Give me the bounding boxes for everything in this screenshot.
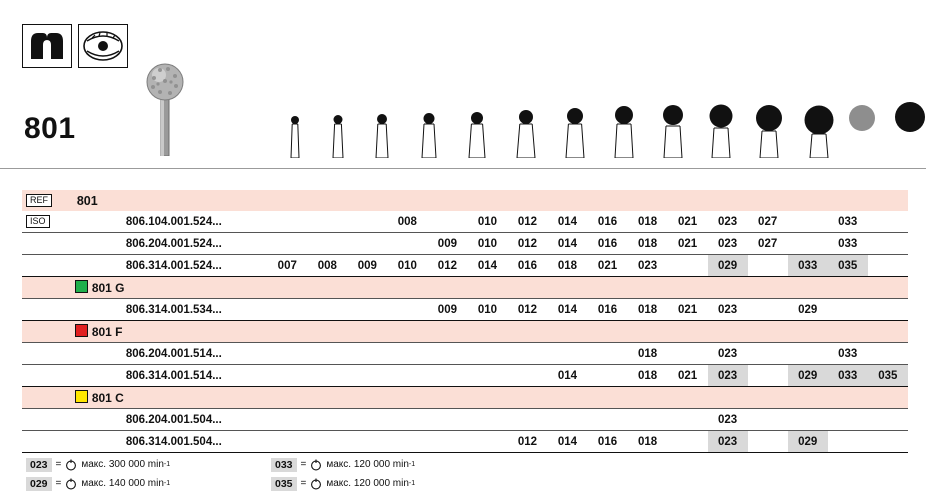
footnote-size: 035 xyxy=(271,477,297,491)
reference-table xyxy=(22,190,908,453)
size-cell: 029 xyxy=(788,431,828,453)
color-swatch-red xyxy=(75,324,88,337)
size-cell: 023 xyxy=(708,365,748,387)
size-cell xyxy=(387,233,427,255)
header-divider xyxy=(0,168,926,169)
table-row xyxy=(22,299,908,321)
footnote-equals: = xyxy=(300,459,307,470)
bur-outline-5 xyxy=(457,84,497,158)
size-cell xyxy=(307,409,347,431)
size-cell: 009 xyxy=(347,255,387,277)
size-cell xyxy=(668,343,708,365)
size-cell: 014 xyxy=(547,365,587,387)
size-cell xyxy=(868,211,908,233)
size-cell: 023 xyxy=(708,233,748,255)
footnote-text: макс. 120 000 min xyxy=(326,459,409,470)
size-cell: 033 xyxy=(828,343,868,365)
size-cell xyxy=(788,343,828,365)
size-cell xyxy=(507,409,547,431)
tooth-shape-icon xyxy=(22,24,72,68)
size-cell xyxy=(828,299,868,321)
size-cell xyxy=(868,431,908,453)
size-cell: 033 xyxy=(828,211,868,233)
size-cell xyxy=(467,409,507,431)
group-label: 801 G xyxy=(91,281,125,295)
size-cell xyxy=(307,431,347,453)
footnote-size: 033 xyxy=(271,458,297,472)
size-cell: 023 xyxy=(708,431,748,453)
group-label: 801 C xyxy=(91,391,124,405)
size-cell: 016 xyxy=(588,233,628,255)
footnote-023 xyxy=(26,458,241,472)
bur-outline-6 xyxy=(505,84,547,158)
size-cell xyxy=(467,343,507,365)
size-cell: 027 xyxy=(748,211,788,233)
bur-outline-2 xyxy=(321,84,355,158)
table-row xyxy=(22,365,908,387)
size-cell: 018 xyxy=(628,365,668,387)
size-cell xyxy=(427,431,467,453)
size-cell: 029 xyxy=(708,255,748,277)
size-cell: 018 xyxy=(547,255,587,277)
page-header xyxy=(0,0,926,170)
size-cell xyxy=(748,299,788,321)
ref-code: 801 xyxy=(69,190,267,211)
table-row xyxy=(22,211,908,233)
size-cell: 012 xyxy=(507,233,547,255)
iso-code: 806.314.001.534... xyxy=(122,299,267,321)
footnote-equals: = xyxy=(300,478,307,489)
size-cell: 016 xyxy=(588,299,628,321)
iso-code: 806.314.001.504... xyxy=(122,431,267,453)
size-cell: 035 xyxy=(868,365,908,387)
size-cell: 021 xyxy=(588,255,628,277)
size-cell: 023 xyxy=(708,343,748,365)
size-cell xyxy=(307,299,347,321)
footnote-sup: -1 xyxy=(163,461,171,468)
bur-outline-8 xyxy=(601,84,647,158)
size-cell xyxy=(427,343,467,365)
footnote-sup: -1 xyxy=(163,480,171,487)
size-cell xyxy=(467,431,507,453)
size-cell: 008 xyxy=(307,255,347,277)
size-cell xyxy=(668,409,708,431)
size-cell xyxy=(788,233,828,255)
size-cell xyxy=(628,409,668,431)
size-cell xyxy=(507,365,547,387)
size-cell xyxy=(347,211,387,233)
bur-outline-4 xyxy=(410,84,448,158)
max-speed-icon xyxy=(310,478,322,490)
size-cell xyxy=(467,365,507,387)
iso-code: 806.204.001.524... xyxy=(122,233,267,255)
iso-code: 806.314.001.524... xyxy=(122,255,267,277)
size-cell xyxy=(427,211,467,233)
footnote-text: макс. 140 000 min xyxy=(81,478,164,489)
iso-code: 806.314.001.514... xyxy=(122,365,267,387)
bur-outline-11 xyxy=(743,84,795,158)
ref-badge: REF xyxy=(26,194,52,207)
table-row xyxy=(22,233,908,255)
size-cell xyxy=(307,365,347,387)
size-cell: 021 xyxy=(668,211,708,233)
size-cell xyxy=(307,343,347,365)
page-title: 801 xyxy=(24,112,76,145)
footnotes xyxy=(26,455,626,493)
size-cell: 010 xyxy=(467,211,507,233)
size-cell: 033 xyxy=(828,233,868,255)
size-cell xyxy=(668,431,708,453)
iso-badge: ISO xyxy=(26,215,50,228)
group-row-801c xyxy=(22,387,908,409)
size-cell xyxy=(547,409,587,431)
table-row xyxy=(22,343,908,365)
size-cell xyxy=(547,343,587,365)
size-cell xyxy=(387,431,427,453)
size-cell: 014 xyxy=(547,299,587,321)
iso-code: 806.104.001.524... xyxy=(122,211,267,233)
footnote-029 xyxy=(26,477,241,491)
size-cell: 010 xyxy=(467,233,507,255)
footnote-size: 029 xyxy=(26,477,52,491)
size-cell: 008 xyxy=(387,211,427,233)
size-cell xyxy=(347,343,387,365)
iso-code: 806.204.001.514... xyxy=(122,343,267,365)
size-cell xyxy=(507,343,547,365)
size-cell xyxy=(588,409,628,431)
size-cell xyxy=(267,343,307,365)
tooth-jaw-icon xyxy=(78,24,128,68)
size-cell xyxy=(387,299,427,321)
size-cell xyxy=(267,233,307,255)
size-cell xyxy=(427,365,467,387)
size-cell: 021 xyxy=(668,365,708,387)
footnote-text: макс. 120 000 min xyxy=(326,478,409,489)
size-cell: 016 xyxy=(588,431,628,453)
size-cell xyxy=(307,211,347,233)
size-cell: 016 xyxy=(588,211,628,233)
size-cell: 010 xyxy=(467,299,507,321)
size-cell xyxy=(387,365,427,387)
size-cell xyxy=(267,409,307,431)
size-cell xyxy=(868,343,908,365)
size-cell: 012 xyxy=(427,255,467,277)
color-swatch-green xyxy=(75,280,88,293)
group-label: 801 F xyxy=(91,325,123,339)
size-cell xyxy=(387,343,427,365)
size-cell: 033 xyxy=(788,255,828,277)
size-cell: 012 xyxy=(507,299,547,321)
size-cell xyxy=(347,409,387,431)
size-cell xyxy=(307,233,347,255)
bur-shape-large xyxy=(140,56,190,156)
table-row xyxy=(22,431,908,453)
iso-code: 806.204.001.504... xyxy=(122,409,267,431)
size-cell: 018 xyxy=(628,211,668,233)
size-cell xyxy=(868,233,908,255)
bur-outline-14 xyxy=(882,84,926,158)
bur-outline-7 xyxy=(553,84,597,158)
size-cell xyxy=(828,431,868,453)
table-row-ref xyxy=(22,190,908,211)
size-cell: 009 xyxy=(427,299,467,321)
size-cell xyxy=(788,211,828,233)
footnote-text: макс. 300 000 min xyxy=(81,459,164,470)
size-cell: 014 xyxy=(547,431,587,453)
group-row-801g xyxy=(22,277,908,299)
bur-outline-13 xyxy=(836,84,888,158)
size-cell xyxy=(748,409,788,431)
max-speed-icon xyxy=(65,478,77,490)
group-row-801f xyxy=(22,321,908,343)
size-cell: 018 xyxy=(628,299,668,321)
size-cell xyxy=(267,211,307,233)
size-cell: 010 xyxy=(387,255,427,277)
footnote-equals: = xyxy=(55,459,62,470)
footnote-033 xyxy=(271,458,486,472)
bur-outline-10 xyxy=(696,84,746,158)
footnote-sup: -1 xyxy=(408,480,416,487)
size-cell xyxy=(267,299,307,321)
size-cell: 033 xyxy=(828,365,868,387)
table-row xyxy=(22,255,908,277)
footnote-size: 023 xyxy=(26,458,52,472)
size-cell xyxy=(588,365,628,387)
size-cell: 014 xyxy=(467,255,507,277)
size-cell: 014 xyxy=(547,233,587,255)
size-cell xyxy=(788,409,828,431)
size-cell xyxy=(748,343,788,365)
size-cell xyxy=(828,409,868,431)
size-cell: 023 xyxy=(708,299,748,321)
size-cell: 012 xyxy=(507,431,547,453)
size-cell: 023 xyxy=(708,409,748,431)
size-cell xyxy=(267,431,307,453)
size-cell: 018 xyxy=(628,233,668,255)
footnote-equals: = xyxy=(55,478,62,489)
size-cell xyxy=(668,255,708,277)
size-cell: 029 xyxy=(788,365,828,387)
size-cell xyxy=(427,409,467,431)
size-cell xyxy=(868,409,908,431)
bur-illustration-row xyxy=(130,40,920,158)
size-cell xyxy=(347,431,387,453)
size-cell xyxy=(387,409,427,431)
bur-outline-3 xyxy=(364,84,400,158)
size-cell xyxy=(347,233,387,255)
color-swatch-yellow xyxy=(75,390,88,403)
size-cell xyxy=(588,343,628,365)
size-cell: 014 xyxy=(547,211,587,233)
max-speed-icon xyxy=(65,459,77,471)
size-cell: 023 xyxy=(628,255,668,277)
size-cell: 018 xyxy=(628,431,668,453)
size-cell xyxy=(267,365,307,387)
size-cell: 021 xyxy=(668,299,708,321)
max-speed-icon xyxy=(310,459,322,471)
footnote-035 xyxy=(271,477,486,491)
bur-outline-9 xyxy=(649,84,697,158)
size-cell: 035 xyxy=(828,255,868,277)
size-cell: 021 xyxy=(668,233,708,255)
size-cell: 007 xyxy=(267,255,307,277)
size-cell: 027 xyxy=(748,233,788,255)
table-row xyxy=(22,409,908,431)
size-cell: 012 xyxy=(507,211,547,233)
size-cell xyxy=(347,299,387,321)
size-cell: 018 xyxy=(628,343,668,365)
size-cell: 023 xyxy=(708,211,748,233)
size-cell xyxy=(347,365,387,387)
size-cell: 009 xyxy=(427,233,467,255)
footnote-sup: -1 xyxy=(408,461,416,468)
size-cell xyxy=(868,299,908,321)
bur-outline-1 xyxy=(278,84,312,158)
size-cell: 016 xyxy=(507,255,547,277)
size-cell: 029 xyxy=(788,299,828,321)
